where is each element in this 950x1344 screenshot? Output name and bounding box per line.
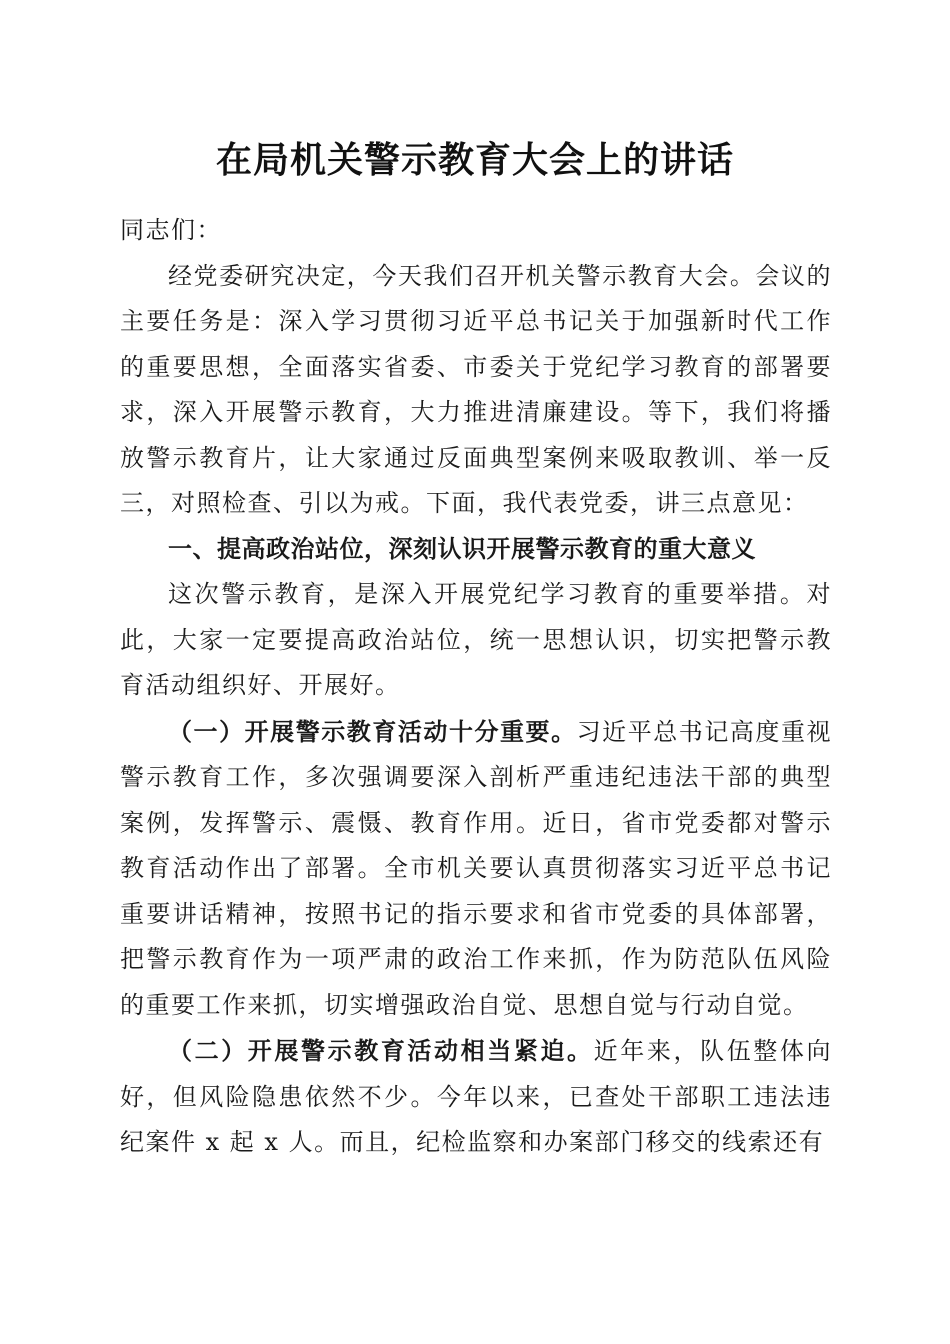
salutation: 同志们： (120, 216, 222, 244)
point-paragraph-1 (120, 709, 832, 1029)
point-heading-1: （一）开展警示教育活动十分重要。 (168, 716, 577, 746)
section-heading: 一、提高政治站位，深刻认识开展警示教育的重大意义 (168, 534, 756, 563)
document-title: 在局机关警示教育大会上的讲话 (215, 139, 734, 181)
section-intro-paragraph: 这次警示教育，是深入开展党纪学习教育的重要举措。对此，大家一定要提高政治站位，统一思想认识，切实把警示教育活动组织好、开展好。 (120, 580, 832, 699)
point-paragraph-2 (120, 1028, 832, 1166)
intro-paragraph: 经党委研究决定，今天我们召开机关警示教育大会。会议的主要任务是：深入学习贯彻习近平总书记关于加强新时代工作的重要思想，全面落实省委、市委关于党纪学习教育的部署要求，深入开展警示教育，大力推进清廉建设。等下，我们将播放警示教育片，让大家通过反面典型案例来吸取教训、举一反三，对照检查、引以为戒。下面，我代表党委，讲三点意见： (120, 261, 832, 517)
point-text-2: 近年来，队伍整体向好，但风险隐患依然不少。今年以来，已查处干部职工违法违纪案件 x 起 x 人。而且，纪检监察和办案部门移交的线索还有 (120, 1037, 833, 1156)
document-body (120, 208, 832, 1166)
point-heading-2: （二）开展警示教育活动相当紧迫。 (168, 1036, 594, 1065)
point-text-1: 习近平总书记高度重视警示教育工作，多次强调要深入剖析严重违纪违法干部的典型案例，发挥警示、震慑、教育作用。近日，省市党委都对警示教育活动作出了部署。全市机关要认真贯彻落实习近平总书记重要讲话精神，按照书记的指示要求和省市党委的具体部署，把警示教育作为一项严肃的政治工作来抓，作为防范队伍风险的重要工作来抓，切实增强政治自觉、思想自觉与行动自觉。 (120, 717, 832, 1019)
